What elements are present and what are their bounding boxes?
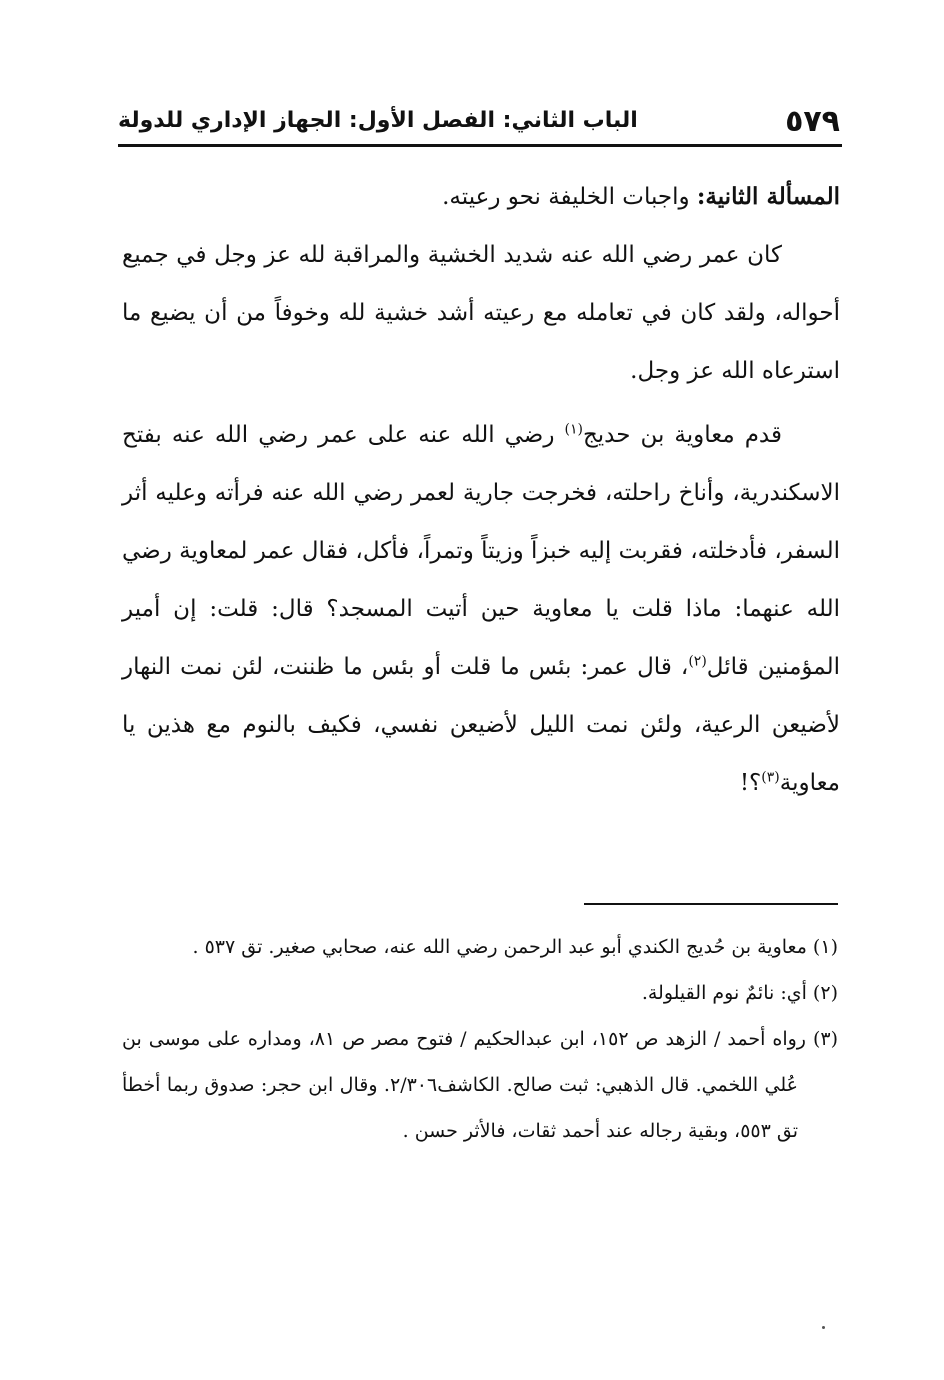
paragraph-2-part-b: رضي الله عنه على عمر رضي الله عنه بفتح الاسكندرية، وأناخ راحلته، فخرجت جارية لعمر رضي الله عنه فرأته وعليه أثر السفر، فأدخلته، فقربت إليه خبزاً وزيتاً وتمراً، فأكل، فقال عمر لمعاوية رضي الله عنهما: ماذا قلت يا معاوية حين أتيت المسجد؟ قال: قلت: إن أمير المؤمنين قائل [122,422,840,680]
header-rule [118,144,842,147]
footnote-2: (٢) أي: نائمٌ نوم القيلولة. [641,982,838,1004]
running-title: الباب الثاني: الفصل الأول: الجهاز الإداري للدولة [118,108,638,133]
page-number: ٥٧٩ [785,104,840,139]
footnote-3: (٣) رواه أحمد / الزهد ص ١٥٢، ابن عبدالحكيم / فتوح مصر ص ٨١، ومداره على موسى بن عُلي اللخمي. قال الذهبي: ثبت صالح. الكاشف٢/٣٠٦. وقال ابن حجر: صدوق ربما أخطأ تق ٥٥٣، وبقية رجاله عند أحمد ثقات، فالأثر حسن . [122,1028,838,1142]
paragraph-2-part-c: ، قال عمر: بئس ما قلت أو بئس ما ظننت، لئن نمت النهار لأضيعن الرعية، ولئن نمت الليل لأضيعن نفسي، فكيف بالنوم مع هذين يا معاوية [122,654,840,796]
footnote-ref-3[interactable]: (٣) [761,769,780,786]
paragraph-2-part-d: ؟! [739,770,762,796]
section-heading [122,168,840,226]
footnote-ref-1[interactable]: (١) [564,421,583,438]
page-header [118,102,844,144]
paragraph-2-part-a: قدم معاوية بن حديج [582,422,782,448]
paragraph-1: كان عمر رضي الله عنه شديد الخشية والمراقبة لله عز وجل في جميع أحواله، ولقد كان في تعامله مع رعيته أشد خشية لله وخوفاً من أن يضيع ما استرعاه الله عز وجل. [122,242,840,384]
section-heading-lead: المسألة الثانية: [696,183,840,210]
section-heading-rest: واجبات الخليفة نحو رعيته. [442,184,697,210]
scan-speck [822,1326,825,1329]
footnote-separator [584,903,838,905]
main-text [122,168,840,812]
footnotes [122,924,838,1154]
paragraph-2 [122,406,840,812]
footnote-ref-2[interactable]: (٢) [688,653,707,670]
footnote-1: (١) معاوية بن حُديج الكندي أبو عبد الرحمن رضي الله عنه، صحابي صغير. تق ٥٣٧ . [192,936,838,958]
